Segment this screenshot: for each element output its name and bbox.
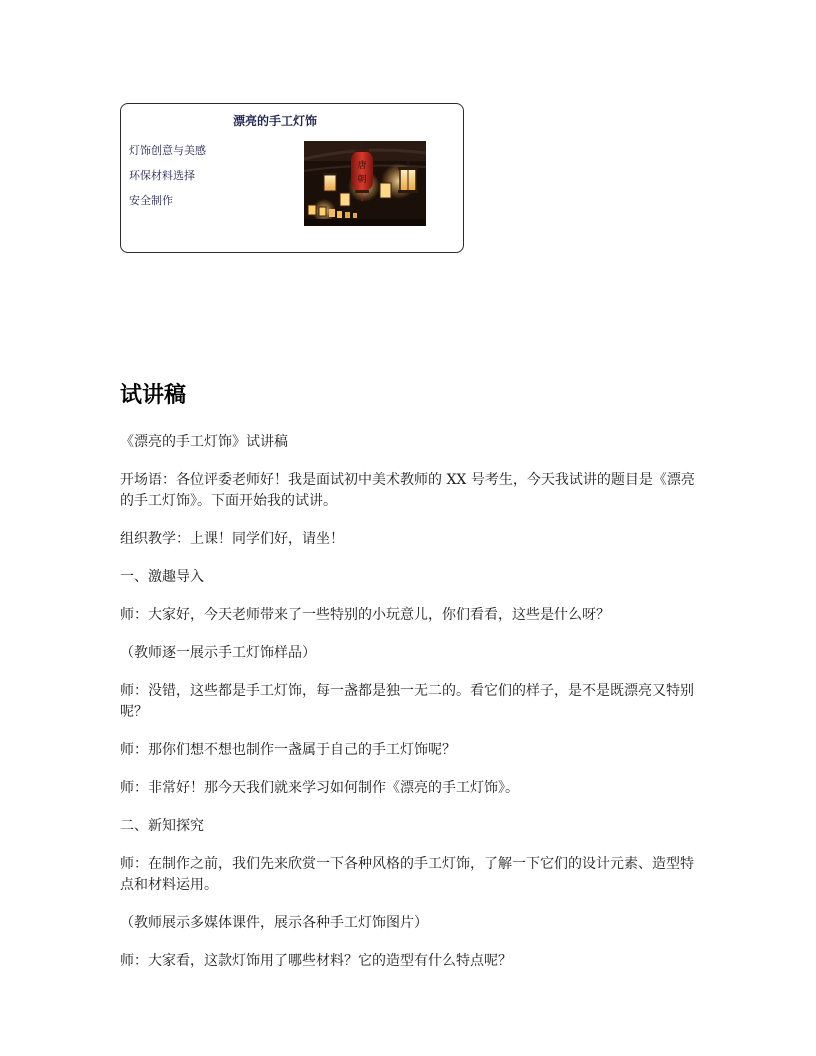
- lecture-script-body: [120, 432, 696, 989]
- lanterns-illustration: [304, 141, 426, 226]
- script-paragraph: 一、激趣导入: [120, 569, 204, 585]
- script-paragraph: 师：在制作之前，我们先来欣赏一下各种风格的手工灯饰，了解一下它们的设计元素、造型特点和材料运用。: [120, 856, 694, 893]
- script-paragraph: 开场语：各位评委老师好！我是面试初中美术教师的 XX 号考生，今天我试讲的题目是《漂亮的手工灯饰》。下面开始我的试讲。: [120, 472, 695, 509]
- script-paragraph: 二、新知探究: [120, 818, 204, 834]
- script-paragraph: （教师逐一展示手工灯饰样品）: [120, 645, 316, 661]
- script-paragraph: 师：大家好，今天老师带来了一些特别的小玩意儿，你们看看，这些是什么呀？: [120, 607, 610, 623]
- slide-bullet: 安全制作: [129, 194, 173, 207]
- script-paragraph: 师：大家看，这款灯饰用了哪些材料？它的造型有什么特点呢？: [120, 953, 512, 969]
- slide-thumbnail: [120, 103, 464, 253]
- slide-bullet: 灯饰创意与美感: [129, 144, 206, 157]
- lanterns-photo: [304, 141, 426, 226]
- lantern-char: 朝: [357, 175, 367, 185]
- script-paragraph: 组织教学：上课！同学们好，请坐！: [120, 531, 344, 547]
- script-paragraph: 《漂亮的手工灯饰》试讲稿: [120, 434, 288, 450]
- script-paragraph: 师：那你们想不想也制作一盏属于自己的手工灯饰呢？: [120, 742, 456, 758]
- slide-title: 漂亮的手工灯饰: [232, 114, 317, 128]
- script-paragraph: 师：非常好！那今天我们就来学习如何制作《漂亮的手工灯饰》。: [120, 780, 519, 796]
- script-paragraph: 师：没错，这些都是手工灯饰，每一盏都是独一无二的。看它们的样子，是不是既漂亮又特别呢？: [120, 683, 694, 720]
- slide-bullet-list: [129, 144, 206, 219]
- section-heading: 试讲稿: [120, 383, 187, 408]
- slide-bullet: 环保材料选择: [129, 169, 195, 182]
- script-paragraph: （教师展示多媒体课件，展示各种手工灯饰图片）: [120, 915, 428, 931]
- lantern-char: 唐: [357, 161, 367, 171]
